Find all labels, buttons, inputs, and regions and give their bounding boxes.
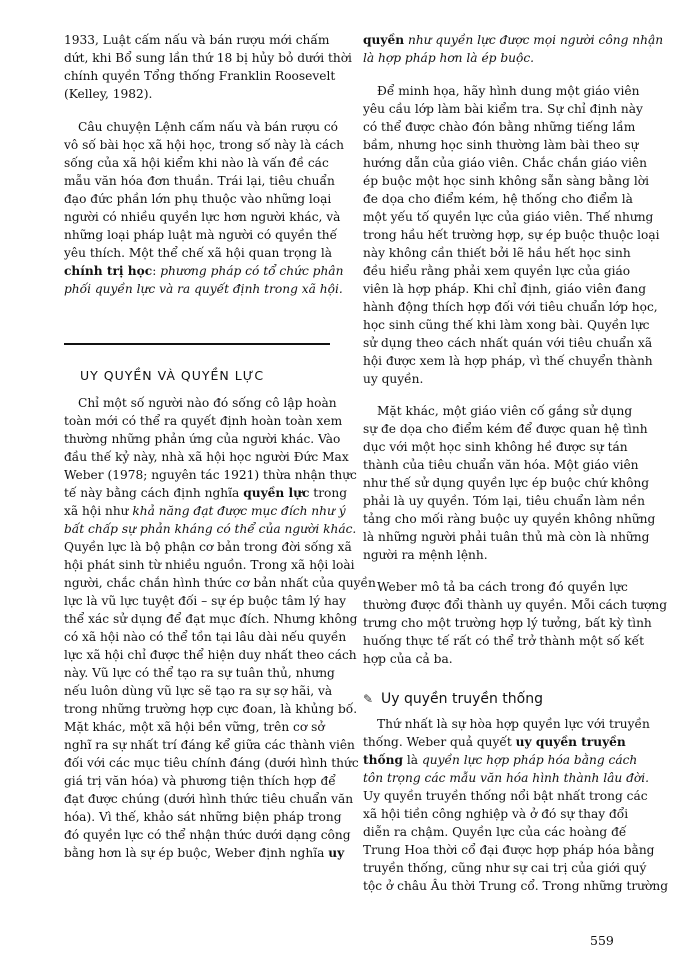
key-term: quyền (363, 33, 405, 47)
text-line: yêu thích. Một thể chế xã hội quan trọng là (64, 246, 333, 260)
text-line: uy quyền. (363, 372, 424, 386)
text-line: hóa). Vì thế, khảo sát những biện pháp trong (64, 810, 342, 824)
text-line (64, 486, 348, 500)
text-line: hành động thích hợp đối với tiêu chuẩn lớp học, (363, 300, 658, 314)
text-line: tộc ở châu Âu thời Trung cổ. Trong những trường (363, 879, 669, 893)
text-line: đạt được chúng (dưới hình thức tiêu chuẩn văn (64, 792, 354, 806)
definition-text: khả năng đạt được mục đích như ý (132, 504, 346, 518)
text-line: người, chắc chắn hình thức cơ bản nhất của quyền (64, 576, 376, 590)
text-span: thống. Weber quả quyết (363, 735, 516, 749)
text-line: phải là uy quyền. Tóm lại, tiêu chuẩn làm nền (363, 494, 645, 508)
page-number: 559 (590, 933, 614, 948)
text-line: sự đe dọa cho điểm kém để được quan hệ tình (363, 422, 648, 436)
text-line: này. Vũ lực có thể tạo ra sự tuân thủ, nhưng (64, 666, 335, 680)
text-span: trong (309, 486, 348, 500)
text-line: Câu chuyện Lệnh cấm nấu và bán rượu có (78, 120, 339, 134)
text-line: yêu cầu lớp làm bài kiểm tra. Sự chỉ định này (363, 102, 643, 116)
key-term: chính trị học (64, 264, 153, 278)
definition-text: phối quyền lực và ra quyết định trong xã hội. (64, 282, 343, 296)
text-line: vô số bài học xã hội học, trong số này là cách (64, 138, 344, 152)
text-line: Chỉ một số người nào đó sống cô lập hoàn (78, 396, 337, 410)
text-line: có xã hội nào có thể tồn tại lâu dài nếu quyền (64, 630, 347, 644)
text-line: truyền thống, cũng như sự cai trị của giới quý (363, 861, 647, 875)
text-line: diễn ra chậm. Quyền lực của các hoàng đế (363, 825, 627, 839)
text-line: huống thực tế rất có thể trở thành một số kết (363, 634, 645, 648)
definition-text: bất chấp sự phản kháng có thể của người khác. (64, 522, 357, 536)
text-line (64, 282, 343, 296)
text-line: giá trị văn hóa) và phương tiện thích hợp để (64, 774, 336, 788)
text-line: như thế sử dụng quyền lực ép buộc chứ không (363, 476, 650, 490)
text-line: thành của tiêu chuẩn văn hóa. Một giáo viên (363, 458, 639, 472)
text-line (64, 846, 345, 860)
text-line: Mặt khác, một giáo viên cố gắng sử dụng (377, 404, 633, 418)
text-line: Quyền lực là bộ phận cơ bản trong đời sống xã (64, 540, 352, 554)
text-line: Weber (1978; nguyên tác 1921) thừa nhận thực (64, 468, 357, 482)
text-line: chính quyền Tổng thống Franklin Roosevelt (64, 69, 336, 83)
text-line: những loại pháp luật mà người có quyền thế (64, 228, 338, 242)
text-line: đe dọa cho điểm kém, hệ thống cho điểm là (363, 192, 633, 206)
text-line: người ra mệnh lệnh. (363, 548, 488, 562)
text-line: học sinh cũng thế khi làm xong bài. Quyền lực (363, 318, 650, 332)
text-line: này không cần thiết bởi lẽ hầu hết học sinh (363, 246, 631, 260)
text-line: là những người phải tuân thủ mà còn là những (363, 530, 650, 544)
section-heading: UY QUYỀN VÀ QUYỀN LỰC (80, 368, 265, 383)
text-line: người có nhiều quyền lực hơn người khác, và (64, 210, 341, 224)
definition-text: là hợp pháp hơn là ép buộc. (363, 51, 535, 65)
text-line (363, 735, 629, 749)
text-line: thường được đổi thành uy quyền. Mỗi cách tượng (363, 598, 668, 612)
definition-text: quyền lực hợp pháp hóa bằng cách (421, 753, 638, 767)
text-line: Uy quyền truyền thống nổi bật nhất trong các (363, 789, 648, 803)
text-line: trưng cho một trường hợp lý tưởng, bất kỳ tình (363, 616, 652, 630)
text-line: (Kelley, 1982). (64, 87, 153, 101)
text-line: trong những trường hợp cực đoan, là khủng bố. (64, 702, 358, 716)
text-line: xã hội tiền công nghiệp và ở đó sự thay đổi (363, 807, 629, 821)
text-line: Để minh họa, hãy hình dung một giáo viên (377, 84, 640, 98)
text-line (64, 522, 357, 536)
subsection-heading (363, 691, 629, 707)
text-line: thường những phản ứng của người khác. Vào (64, 432, 341, 446)
text-line: Mặt khác, một xã hội bền vững, trên cơ sở (64, 720, 325, 734)
text-line: có thể được chào đón bằng những tiếng lầm (363, 120, 636, 134)
subsection-heading-text: Uy quyền truyền thống (381, 691, 543, 707)
text-line: dứt, khi Bổ sung lần thứ 18 bị hủy bỏ dưới thời (64, 51, 352, 65)
text-line: đối với các mục tiêu chính đáng (dưới hình thức (64, 756, 359, 770)
definition-text: như quyền lực được mọi người công nhận (404, 33, 664, 47)
text-line: Trung Hoa thời cổ đại được hợp pháp hóa bằng (363, 843, 655, 857)
definition-text: phương pháp có tổ chức phân (160, 264, 344, 278)
text-span: là (403, 753, 422, 767)
section-divider (64, 343, 330, 345)
text-line: bầm, nhưng học sinh thường làm bài theo sự (363, 138, 639, 152)
text-span: xã hội như (64, 504, 133, 518)
text-line: hướng dẫn của giáo viên. Chắc chắn giáo viên (363, 156, 647, 170)
definition-text: tôn trọng các mẫu văn hóa hình thành lâu đời. (363, 771, 649, 785)
text-line: trong hầu hết trường hợp, sự ép buộc thuộc loại (363, 228, 660, 242)
text-line: đó quyền lực có thể nhận thức dưới dạng công (64, 828, 351, 842)
text-line: viên là hợp pháp. Khi chỉ định, giáo viên đang (363, 282, 647, 296)
text-line: lực là vũ lực tuyệt đối – sự ép buộc tâm lý hay (64, 594, 346, 608)
text-line: hội được xem là hợp pháp, vì thế chuyển thành (363, 354, 653, 368)
text-span: tế này bằng cách định nghĩa (64, 486, 244, 500)
text-line (363, 771, 649, 785)
key-term: uy (328, 846, 345, 860)
text-line: nghĩ ra sự nhất trí đáng kể giữa các thành viên (64, 738, 355, 752)
text-line: nếu luôn dùng vũ lực sẽ tạo ra sự sợ hãi, và (64, 684, 333, 698)
text-line: toàn mới có thể ra quyết định hoàn toàn xem (64, 414, 343, 428)
text-line: đầu thế kỷ này, nhà xã hội học người Đức Max (64, 450, 349, 464)
text-line: dục với một học sinh không hề được sự tán (363, 440, 628, 454)
text-line: mẫu văn hóa đơn thuần. Trái lại, tiêu chuẩn (64, 174, 335, 188)
key-term: quyền lực (243, 486, 310, 500)
text-line: chính trị học: phương pháp có tổ chức phân (64, 264, 344, 278)
text-line (64, 504, 346, 518)
text-line: một yếu tố quyền lực của giáo viên. Thế nhưng (363, 210, 654, 224)
key-term: thống (363, 753, 404, 767)
text-line (363, 51, 629, 65)
text-line: hợp của cả ba. (363, 652, 453, 666)
text-span: bằng hơn là sự ép buộc, Weber định nghĩa (64, 846, 329, 860)
text-line: Thứ nhất là sự hòa hợp quyền lực với truyền (377, 717, 650, 731)
text-line: đạo đức phần lớn phụ thuộc vào những loại (64, 192, 332, 206)
text-line (363, 33, 664, 47)
key-term: uy quyền truyền (515, 735, 626, 749)
text-line: Weber mô tả ba cách trong đó quyền lực (377, 580, 628, 594)
text-line: ép buộc một học sinh không sẵn sàng bằng lời (363, 174, 649, 188)
text-line: đều hiểu rằng phải xem quyền lực của giáo (363, 264, 631, 278)
text-line: 1933, Luật cấm nấu và bán rượu mới chấm (64, 33, 330, 47)
pen-icon: ✎ (363, 692, 374, 706)
text-line: hội phát sinh từ nhiều nguồn. Trong xã hội loài (64, 558, 355, 572)
text-line: thể xác sử dụng để đạt mục đích. Nhưng không (64, 612, 358, 626)
text-line: tảng cho mối ràng buộc uy quyền không những (363, 512, 656, 526)
text-line (363, 753, 638, 767)
text-line: sử dụng theo cách nhất quán với tiêu chuẩn xã (363, 336, 653, 350)
text-line: lực xã hội chỉ được thể hiện duy nhất theo cách (64, 648, 357, 662)
text-line: sống của xã hội kiểm khi nào là vấn đề các (64, 156, 329, 170)
